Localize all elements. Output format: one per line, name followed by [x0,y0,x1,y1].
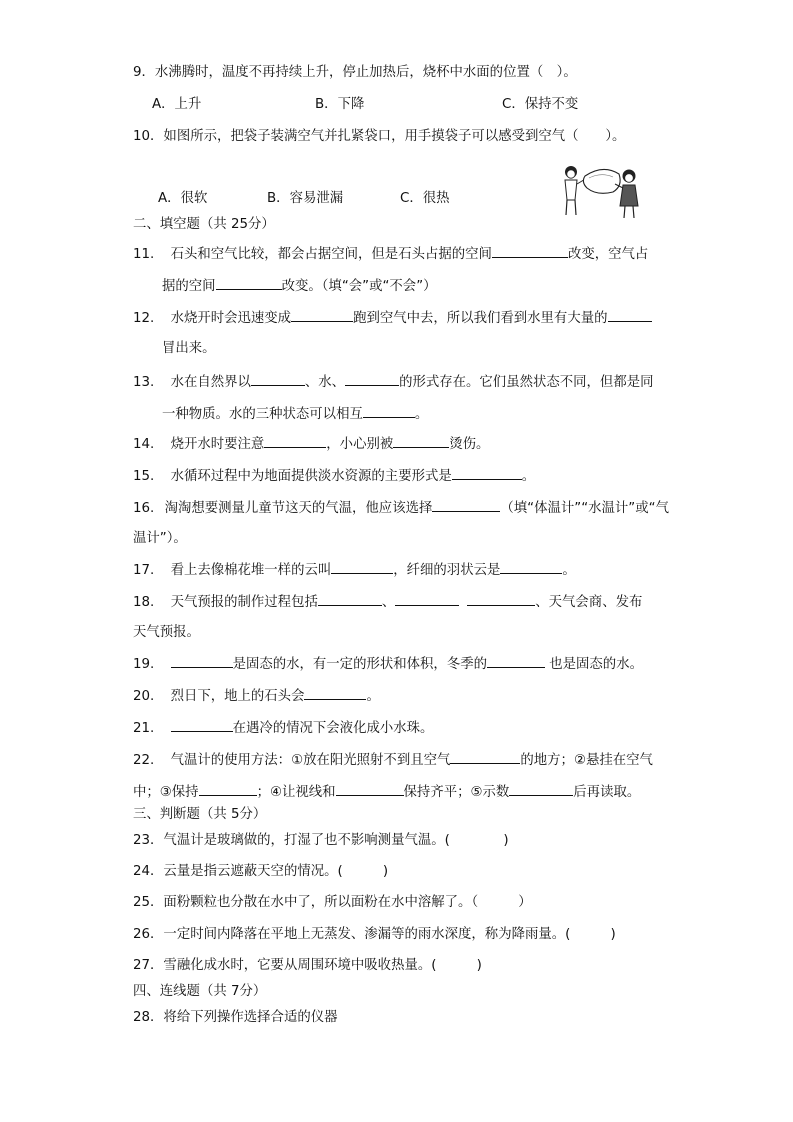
question-text: 保持齐平；⑤示数 [403,785,510,800]
question-number: 11. [133,247,155,262]
question-12-line-2: 冒出来。 [162,341,216,356]
question-22-line-2 [133,782,640,802]
question-text: 烈日下，地上的石头会 [170,689,305,704]
girls-holding-air-bag-illustration [553,160,645,220]
question-text: 水循环过程中为地面提供淡水资源的主要形式是 [170,469,452,484]
question-text: 。 [366,689,380,704]
question-text: 是固态的水，有一定的形状和体积，冬季的 [232,657,487,672]
question-number: 16. [133,501,155,516]
answer-blank[interactable] [450,750,520,764]
question-22-line-1 [133,750,653,770]
question-number: 15. [133,469,155,484]
question-text: 中；③保持 [133,785,199,800]
answer-blank[interactable] [432,498,500,512]
answer-blank[interactable] [467,592,535,606]
question-10-option-b: B．容易泄漏 [267,191,344,206]
question-text: ，纤细的羽状云是 [393,563,501,578]
answer-blank[interactable] [264,434,326,448]
question-23: 23．气温计是玻璃做的，打湿了也不影响测量气温。( ) [133,833,509,848]
answer-blank[interactable] [251,372,305,386]
question-text: 后再读取。 [573,785,641,800]
answer-blank[interactable] [318,592,382,606]
question-text: 、天气会商、发布 [535,595,643,610]
question-text: 烧开水时要注意 [170,437,265,452]
answer-blank[interactable] [487,654,545,668]
question-text: 。 [562,563,576,578]
question-text: 淘淘想要测量儿童节这天的气温，他应该选择 [164,501,433,516]
question-text: 水烧开时会迅速变成 [170,311,292,326]
question-10-option-a: A．很软 [158,191,208,206]
answer-blank[interactable] [500,560,562,574]
question-11-line-1 [133,244,648,264]
question-text: 跑到空气中去，所以我们看到水里有大量的 [353,311,608,326]
question-text: 、水、 [304,375,346,390]
question-text: 一种物质。水的三种状态可以相互 [162,407,363,422]
question-number: 12. [133,311,155,326]
section-judge-heading: 三、判断题（共 5分） [133,807,267,822]
question-24: 24．云量是指云遮蔽天空的情况。( ) [133,864,389,879]
answer-blank[interactable] [199,782,257,796]
answer-blank[interactable] [291,308,353,322]
answer-blank[interactable] [171,718,233,732]
question-text: 在遇冷的情况下会液化成小水珠。 [232,721,434,736]
answer-blank[interactable] [395,592,459,606]
question-text: ；④让视线和 [256,785,336,800]
answer-blank[interactable] [509,782,573,796]
answer-blank[interactable] [304,686,366,700]
question-text: 的形式存在。它们虽然状态不同，但都是同 [399,375,654,390]
question-14 [133,434,489,454]
question-text: 烫伤。 [449,437,490,452]
question-number: 22. [133,753,155,768]
question-text: （填“体温计”“水温计”或“气 [500,501,669,516]
question-12-line-1 [133,308,652,328]
question-text: 据的空间 [162,279,216,294]
answer-blank[interactable] [171,654,233,668]
question-text: 。 [521,469,536,484]
question-10-text: 10．如图所示，把袋子装满空气并扎紧袋口，用手摸袋子可以感受到空气（ ）。 [133,129,626,144]
question-number: 21. [133,721,155,736]
answer-blank[interactable] [492,244,568,258]
question-text: ，小心别被 [326,437,394,452]
answer-blank[interactable] [345,372,399,386]
question-17 [133,560,576,580]
question-number: 14. [133,437,155,452]
question-16-line-2: 温计”）。 [133,531,187,546]
question-10-option-c: C．很热 [400,191,450,206]
question-28: 28．将给下列操作选择合适的仪器 [133,1010,338,1025]
question-9-option-b: B．下降 [315,97,365,112]
question-number: 19. [133,657,155,672]
question-16-line-1 [133,498,669,518]
answer-blank[interactable] [393,434,449,448]
question-13-line-1 [133,372,654,392]
question-number: 17. [133,563,155,578]
question-11-line-2 [162,276,437,296]
question-number: 13. [133,375,155,390]
section-match-heading: 四、连线题（共 7分） [133,984,267,999]
question-text: 天气预报的制作过程包括 [170,595,318,610]
question-text: 改变。（填“会”或“不会”） [281,279,437,294]
question-text: 、 [381,595,396,610]
question-number: 18. [133,595,155,610]
question-19 [133,654,643,674]
question-text: 。 [414,407,429,422]
question-27: 27．雪融化成水时，它要从周围环境中吸收热量。( ) [133,958,482,973]
question-text: 气温计的使用方法：①放在阳光照射不到且空气 [170,753,451,768]
question-18-line-2: 天气预报。 [133,625,200,640]
answer-blank[interactable] [216,276,282,290]
question-9-text: 9．水沸腾时，温度不再持续上升，停止加热后，烧杯中水面的位置（ ）。 [133,65,577,80]
question-9-option-c: C．保持不变 [502,97,579,112]
section-fill-heading: 二、填空题（共 25分） [133,217,275,232]
answer-blank[interactable] [452,466,522,480]
question-26: 26．一定时间内降落在平地上无蒸发、渗漏等的雨水深度，称为降雨量。( ) [133,927,616,942]
answer-blank[interactable] [608,308,652,322]
question-text: 水在自然界以 [170,375,251,390]
question-text: 看上去像棉花堆一样的云叫 [170,563,332,578]
question-25: 25．面粉颗粒也分散在水中了，所以面粉在水中溶解了。（ ） [133,895,532,910]
question-18-line-1 [133,592,642,612]
question-15 [133,466,535,486]
answer-blank[interactable] [336,782,404,796]
answer-blank[interactable] [363,404,415,418]
question-20 [133,686,380,706]
question-13-line-2 [162,404,428,424]
question-9-option-a: A．上升 [152,97,202,112]
question-number: 20. [133,689,155,704]
question-text: 改变，空气占 [567,247,649,262]
question-text: 也是固态的水。 [549,657,643,672]
question-text: 的地方；②悬挂在空气 [520,753,653,768]
answer-blank[interactable] [331,560,393,574]
question-text: 石头和空气比较，都会占据空间，但是石头占据的空间 [170,247,492,262]
question-21 [133,718,433,738]
